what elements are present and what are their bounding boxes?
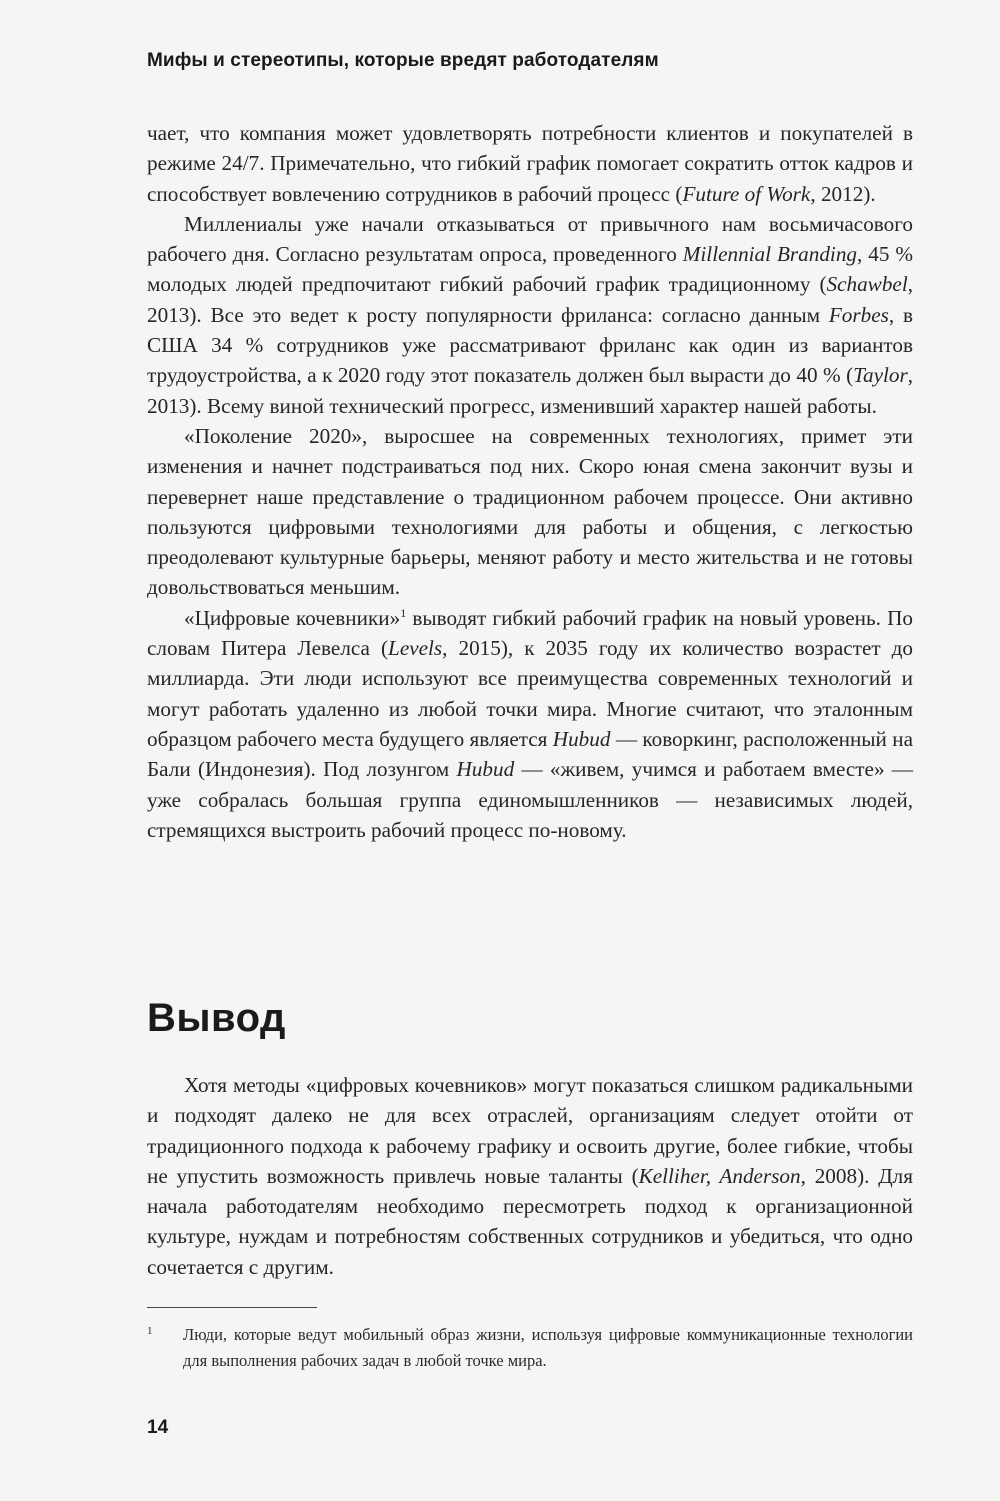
- footnote-divider: [147, 1307, 317, 1308]
- citation: Hubud: [552, 726, 611, 751]
- conclusion-text: [147, 1070, 913, 1282]
- citation: Kelliher, Anderson: [638, 1163, 801, 1188]
- running-head: Мифы и стереотипы, которые вредят работодателям: [147, 50, 659, 71]
- page-number: 14: [147, 1417, 169, 1438]
- footnote: [147, 1322, 913, 1374]
- main-body-text: [147, 118, 913, 845]
- paragraph-digital-nomads: «Цифровые кочевники»$^1$ выводят гибкий рабочий график на новый уровень. По словам Питера Левелса (Levels, 2015), к 2035 году их количество возрастет до миллиарда. Эти люди используют все преимущества современных технологий и могут работать удаленно из любой точки мира. Многие считают, что эталонным образцом рабочего места будущего является Hubud — коворкинг, расположенный на Бали (Индонезия). Под лозунгом Hubud — «живем, учимся и работаем вместе» — уже собралась большая группа единомышленников — независимых людей, стремящихся выстроить рабочий процесс по-новому.: [147, 605, 913, 842]
- citation: Future of Work: [682, 181, 811, 206]
- citation: Forbes: [828, 302, 889, 327]
- citation: Schawbel: [826, 272, 908, 297]
- paragraph-conclusion: Хотя методы «цифровых кочевников» могут показаться слишком радикальными и подходят далеко не для всех отраслей, организациям следует отойти от традиционного подхода к рабочему графику и освоить другие, более гибкие, чтобы не упустить возможность привлечь новые таланты (Kelliher, Anderson, 2008). Для начала работодателям необходимо пересмотреть подход к организационной культуре, нуждам и потребностям собственных сотрудников и убедиться, что одно сочетается с другим.: [147, 1073, 913, 1279]
- paragraph-continuation: чает, что компания может удовлетворять потребности клиентов и покупателей в режиме 24/7. Примечательно, что гибкий график помогает сократить отток кадров и способствует вовлечению сотрудников в рабочий процесс (Future of Work, 2012).: [147, 121, 913, 206]
- citation: Millennial Branding: [682, 242, 858, 267]
- section-title: Вывод: [147, 996, 286, 1040]
- footnote-reference[interactable]: 1: [400, 605, 407, 620]
- footnote-text: Люди, которые ведут мобильный образ жизни, используя цифровые коммуникационные технологии для выполнения рабочих задач в любой точке мира.: [183, 1325, 913, 1370]
- paragraph-generation-2020: «Поколение 2020», выросшее на современных технологиях, примет эти изменения и начнет подстраиваться под них. Скоро юная смена закончит вузы и перевернет наше представление о традиционном рабочем процессе. Они активно пользуются цифровыми технологиями для работы и общения, с легкостью преодолевают культурные барьеры, меняют работу и место жительства и не готовы довольствоваться меньшим.: [147, 423, 913, 600]
- citation: Taylor: [853, 363, 908, 388]
- citation: Levels: [388, 636, 443, 661]
- citation: Hubud: [456, 757, 515, 782]
- footnote-mark: 1: [147, 1325, 153, 1337]
- paragraph-millennials: Миллениалы уже начали отказываться от привычного нам восьмичасового рабочего дня. Согласно результатам опроса, проведенного Millennial Branding, 45 % молодых людей предпочитают гибкий рабочий график традиционному (Schawbel, 2013). Все это ведет к росту популярности фриланса: согласно данным Forbes, в США 34 % сотрудников уже рассматривают фриланс как один из вариантов трудоустройства, а к 2020 году этот показатель должен был вырасти до 40 % (Taylor, 2013). Всему виной технический прогресс, изменивший характер нашей работы.: [147, 211, 914, 418]
